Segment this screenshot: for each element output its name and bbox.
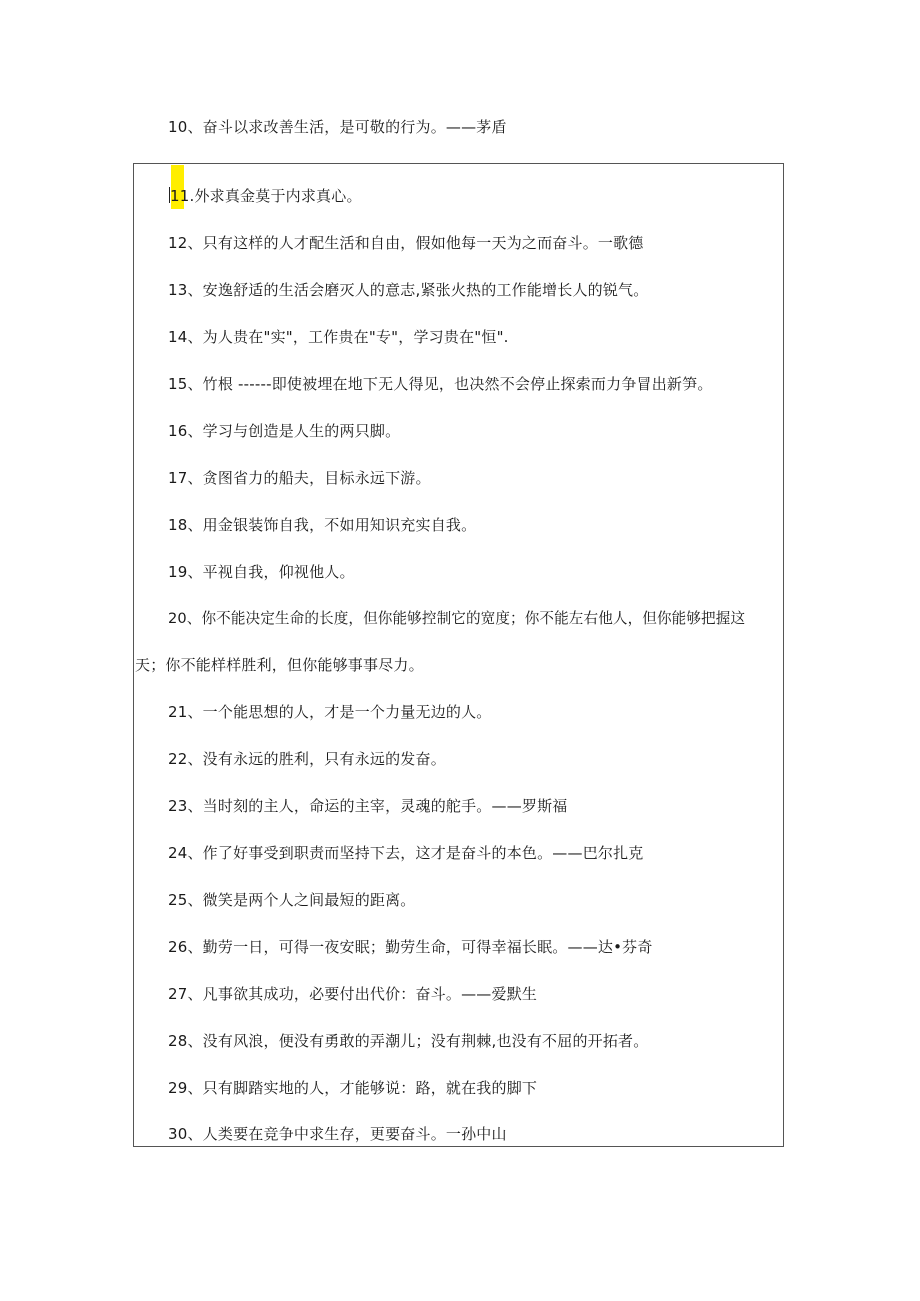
quote-line-21: 21、一个能思想的人，才是一个力量无边的人。 [168, 703, 492, 721]
quote-line-23: 23、当时刻的主人，命运的主宰，灵魂的舵手。——罗斯福 [168, 797, 568, 815]
quote-line-27: 27、凡事欲其成功，必要付出代价：奋斗。——爱默生 [168, 985, 538, 1003]
quote-line-14: 14、为人贵在"实"，工作贵在"专"，学习贵在"恒". [168, 328, 509, 346]
quote-line-22: 22、没有永远的胜利，只有永远的发奋。 [168, 750, 446, 768]
quote-line-16: 16、学习与创造是人生的两只脚。 [168, 422, 401, 440]
quote-line-30: 30、人类要在竞争中求生存，更要奋斗。一孙中山 [168, 1125, 507, 1143]
quote-line-20-continued: 天；你不能样样胜利，但你能够事事尽力。 [135, 656, 424, 674]
quote-line-26: 26、勤劳一日，可得一夜安眠；勤劳生命，可得幸福长眠。——达•芬奇 [168, 938, 653, 956]
quote-line-12: 12、只有这样的人才配生活和自由，假如他每一天为之而奋斗。一歌德 [168, 234, 644, 252]
quote-line-20: 20、你不能决定生命的长度，但你能够控制它的宽度；你不能左右他人，但你能够把握这 [168, 610, 746, 627]
quote-line-19: 19、平视自我，仰视他人。 [168, 563, 355, 581]
quote-line-17: 17、贪图省力的船夫，目标永远下游。 [168, 469, 431, 487]
quote-line-28: 28、没有风浪，便没有勇敢的弄潮儿；没有荆棘,也没有不屈的开拓者。 [168, 1032, 649, 1050]
quote-line-25: 25、微笑是两个人之间最短的距离。 [168, 891, 416, 909]
quote-line-15: 15、竹根 ------即使被埋在地下无人得见，也决然不会停止探索而力争冒出新笋。 [168, 375, 713, 393]
quote-line-13: 13、安逸舒适的生活会磨灭人的意志,紧张火热的工作能增长人的锐气。 [168, 281, 649, 299]
quote-line-11: 11.外求真金莫于内求真心。 [170, 187, 362, 205]
quote-line-10: 10、奋斗以求改善生活，是可敬的行为。——茅盾 [168, 118, 507, 136]
quote-line-24: 24、作了好事受到职责而坚持下去，这才是奋斗的本色。——巴尔扎克 [168, 844, 644, 862]
quote-line-18: 18、用金银装饰自我，不如用知识充实自我。 [168, 516, 477, 534]
quote-line-29: 29、只有脚踏实地的人，才能够说：路，就在我的脚下 [168, 1079, 538, 1097]
